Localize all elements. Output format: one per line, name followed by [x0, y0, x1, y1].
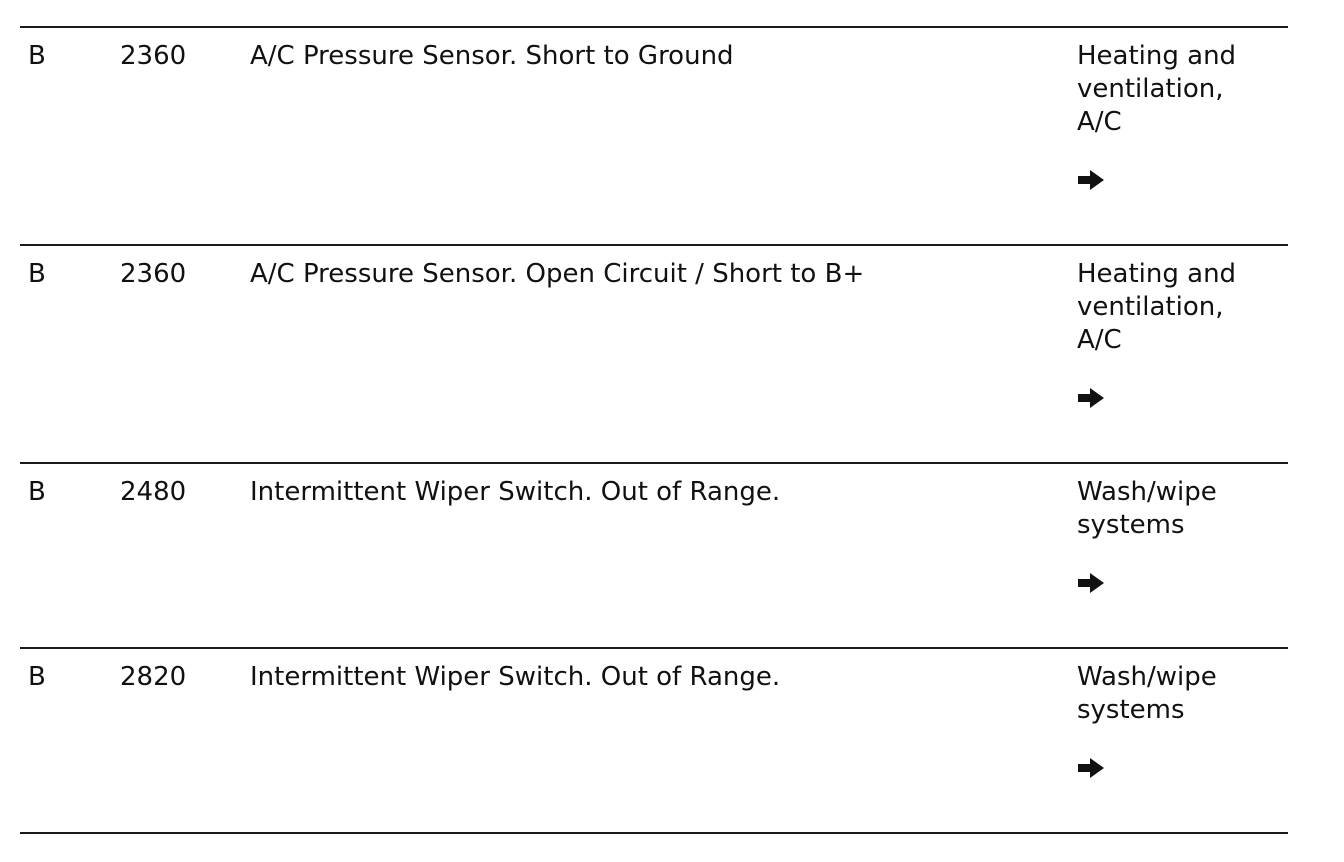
- system-cell: [1077, 476, 1277, 594]
- system-label-line: systems: [1077, 510, 1185, 540]
- right-arrow-icon[interactable]: [1077, 387, 1105, 409]
- right-arrow-icon[interactable]: [1077, 572, 1105, 594]
- dtc-code: 2820: [120, 662, 187, 692]
- dtc-type: B: [28, 41, 46, 71]
- dtc-table: [20, 26, 1288, 834]
- system-cell: [1077, 258, 1277, 409]
- right-arrow-icon[interactable]: [1077, 757, 1105, 779]
- dtc-code: 2480: [120, 477, 187, 507]
- dtc-type: B: [28, 259, 46, 289]
- system-label-line: systems: [1077, 695, 1185, 725]
- dtc-description: Intermittent Wiper Switch. Out of Range.: [250, 477, 781, 507]
- table-row: [20, 26, 1288, 244]
- dtc-code: 2360: [120, 41, 187, 71]
- dtc-type: B: [28, 477, 46, 507]
- system-cell: [1077, 661, 1277, 779]
- dtc-description: A/C Pressure Sensor. Short to Ground: [250, 41, 734, 71]
- system-label-line: ventilation,: [1077, 74, 1224, 104]
- system-label-line: Wash/wipe: [1077, 662, 1217, 692]
- system-label-line: A/C: [1077, 107, 1122, 137]
- system-cell: [1077, 40, 1277, 191]
- dtc-description: A/C Pressure Sensor. Open Circuit / Short to B+: [250, 259, 865, 289]
- system-label-line: Heating and: [1077, 41, 1237, 71]
- dtc-type: B: [28, 662, 46, 692]
- dtc-code: 2360: [120, 259, 187, 289]
- table-row: [20, 647, 1288, 832]
- table-bottom-rule: [20, 832, 1288, 834]
- system-label-line: Wash/wipe: [1077, 477, 1217, 507]
- system-label-line: ventilation,: [1077, 292, 1224, 322]
- table-row: [20, 462, 1288, 647]
- table-row: [20, 244, 1288, 462]
- system-label-line: Heating and: [1077, 259, 1237, 289]
- dtc-description: Intermittent Wiper Switch. Out of Range.: [250, 662, 781, 692]
- system-label-line: A/C: [1077, 325, 1122, 355]
- right-arrow-icon[interactable]: [1077, 169, 1105, 191]
